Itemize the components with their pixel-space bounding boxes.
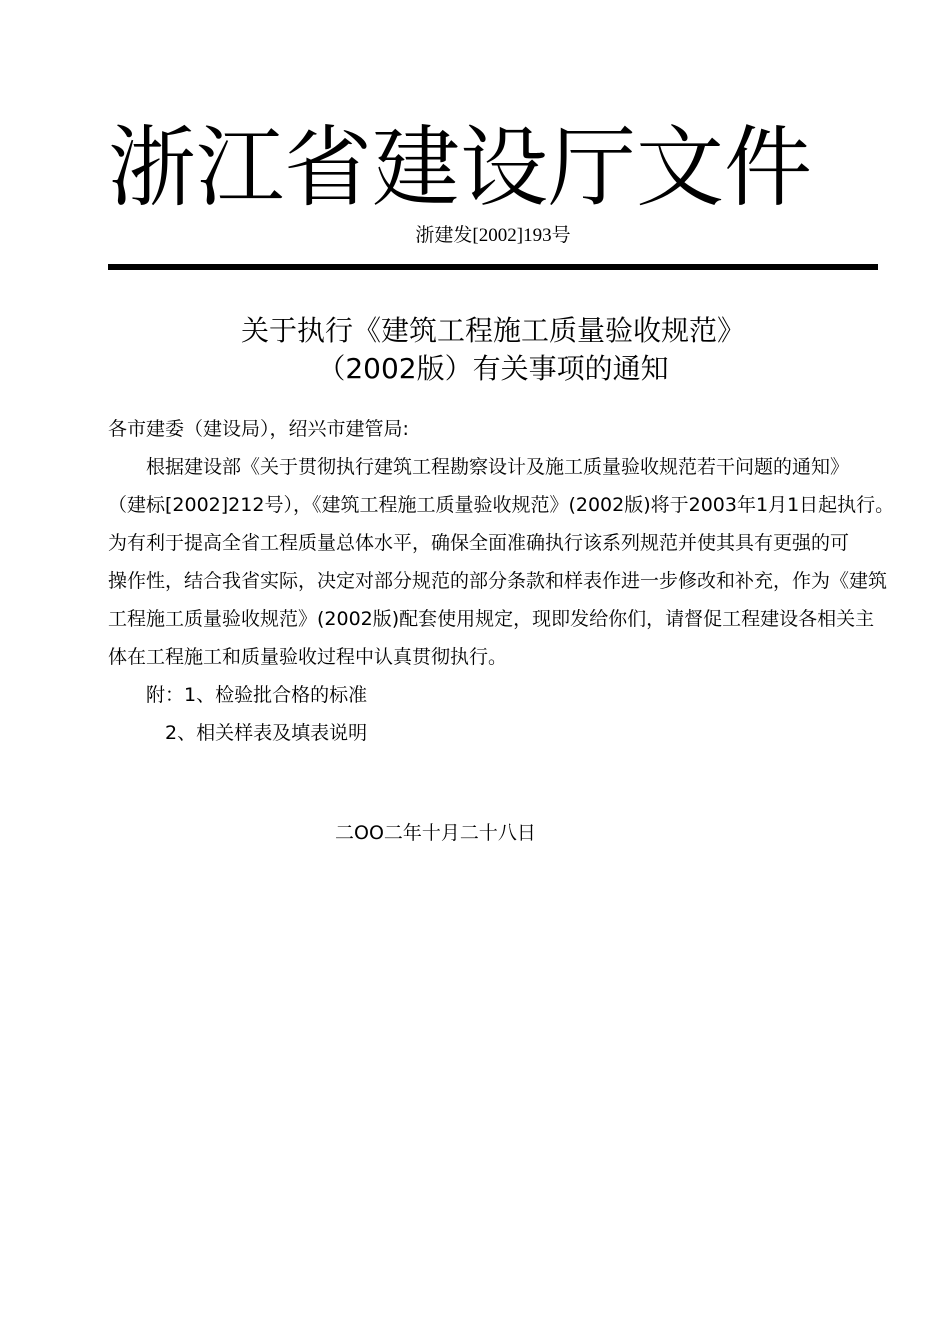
paragraph-line: 为有利于提高全省工程质量总体水平，确保全面准确执行该系列规范并使其具有更强的可 [108, 532, 850, 554]
header-divider-rule [108, 264, 878, 270]
salutation: 各市建委（建设局），绍兴市建管局: [108, 418, 409, 440]
attachment-item-2: 2、相关样表及填表说明 [165, 722, 368, 744]
notice-title-line-1: 关于执行《建筑工程施工质量验收规范》 [240, 314, 745, 347]
paragraph-line: 工程施工质量验收规范》(2002版)配套使用规定，现即发给你们，请督促工程建设各相关主 [108, 608, 875, 630]
document-header-title: 浙江省建设厅文件 [108, 116, 813, 219]
paragraph-line: 操作性，结合我省实际，决定对部分规范的部分条款和样表作进一步修改和补充，作为《建筑 [108, 570, 888, 592]
paragraph-line: （建标[2002]212号），《建筑工程施工质量验收规范》(2002版)将于2003年1月1日起执行。 [108, 494, 895, 516]
notice-title-line-2: （2002版）有关事项的通知 [317, 352, 669, 385]
body-paragraph [108, 448, 895, 676]
paragraph-line: 根据建设部《关于贯彻执行建筑工程勘察设计及施工质量验收规范若干问题的通知》 [146, 456, 850, 478]
paragraph-line: 体在工程施工和质量验收过程中认真贯彻执行。 [108, 646, 508, 668]
notice-title [108, 312, 878, 388]
issue-date: 二OO二年十月二十八日 [335, 822, 536, 844]
attachment-item-1: 附：1、检验批合格的标准 [146, 684, 368, 706]
document-number: 浙建发[2002]193号 [415, 225, 571, 246]
